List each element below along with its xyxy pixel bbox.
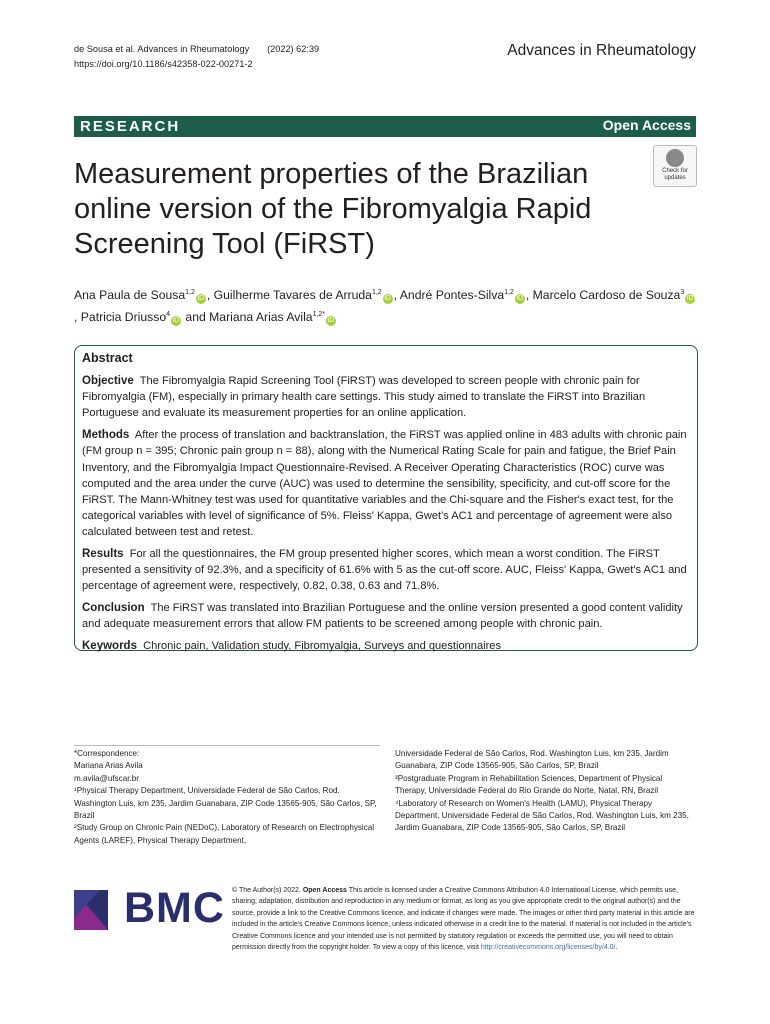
abstract-objective: [82, 373, 690, 422]
orcid-icon[interactable]: iD: [686, 295, 694, 302]
orcid-icon[interactable]: iD: [197, 295, 205, 302]
affiliation-4: ⁴Laboratory of Research on Women's Health (LAMU), Physical Therapy Department, Universidade Federal de São Carlos, Rod. Washington Luis, km 235, Jardim Guanabara, ZIP Code 13565-905, São Carlos, SP, Brazil: [395, 798, 689, 833]
correspondence-email[interactable]: m.avila@ufscar.br: [74, 773, 139, 783]
abstract-heading: Abstract: [82, 351, 133, 365]
author-name[interactable]: Marcelo Cardoso de Souza: [532, 288, 681, 302]
section-text: For all the questionnaires, the FM group presented higher scores, which mean a worst condition. The FiRST presented a sensitivity of 92.3%, and a specificity of 61.6% with 5 as the cut-off score. AUC, Fleiss' Kappa, Gwet's AC1 and percentage of agreement were, respectively, 0.82, 0.38, 0.63 and 71.8%.: [82, 548, 687, 593]
section-label: Results: [82, 548, 124, 561]
author-affiliation: 1,2: [504, 289, 514, 296]
article-type-bar: [74, 116, 696, 137]
copyright: © The Author(s) 2022.: [232, 887, 301, 894]
orcid-icon[interactable]: iD: [516, 295, 524, 302]
article-type-label: RESEARCH: [80, 118, 181, 135]
author-affiliation: 1,2: [371, 289, 382, 296]
doi-link[interactable]: https://doi.org/10.1186/s42358-022-00271-2: [74, 59, 253, 69]
running-header: [74, 42, 319, 72]
abstract-box: [74, 345, 698, 651]
license-text: [232, 885, 698, 953]
header-year-volume: (2022) 62:39: [267, 44, 320, 54]
affiliation-2: ²Study Group on Chronic Pain (NEDoC), Laboratory of Research on Electrophysical Agents (LAREF), Physical Therapy Department,: [74, 823, 375, 845]
author-name[interactable]: André Pontes-Silva: [399, 288, 505, 302]
check-for-updates-label: Check for updates: [662, 168, 688, 181]
author-list: Ana Paula de Sousa$^{1,2}$iD , Guilherme Tavares de Arruda$^{1,2}$iD , André Pontes-Silva$^{1,2}$iD , Marcelo Cardoso de Souza$^3$iD, Patricia Driusso$^4$iD and Mariana Arias Avila$^{1,2*}$iD: [74, 288, 694, 324]
correspondence-label: *Correspondence:: [74, 749, 140, 758]
license-end: .: [615, 944, 618, 952]
check-for-updates-button[interactable]: [653, 145, 697, 187]
abstract-methods: [82, 427, 690, 540]
abstract-results: [82, 546, 690, 595]
author-name[interactable]: Ana Paula de Sousa: [74, 288, 186, 302]
open-access-label: Open Access: [602, 117, 691, 133]
section-label: Keywords: [82, 640, 137, 653]
license-body: This article is licensed under a Creative Commons Attribution 4.0 International License, which permits use, sharing, adaptation, distribution and reproduction in any medium or format, as long as you give appropriate credit to the original author(s) and the source, provide a link to the Creative Commons licence, and indicate if changes were made. The images or other third party material in this article are included in the article's Creative Commons licence, unless indicated otherwise in a credit line to the material. If material is not included in the article's Creative Commons licence and your intended use is not permitted by statutory regulation or exceeds the permitted use, you will need to obtain permission directly from the copyright holder. To view a copy of this licence, visit: [232, 887, 695, 952]
correspondence-name: Mariana Arias Avila: [74, 761, 143, 771]
header-citation: de Sousa et al. Advances in Rheumatology: [74, 44, 250, 54]
abstract-keywords: [82, 638, 690, 654]
section-label: Objective: [82, 375, 134, 387]
footnotes-left: [74, 748, 384, 847]
footnotes-right: [395, 748, 695, 835]
orcid-icon[interactable]: iD: [172, 317, 180, 324]
author-name[interactable]: Patricia Driusso: [80, 310, 167, 324]
abstract-body: [82, 373, 690, 660]
license-link[interactable]: http://creativecommons.org/licenses/by/4.0/: [480, 944, 616, 952]
affiliation-1: ¹Physical Therapy Department, Universidade Federal de São Carlos, Rod. Washington Luis, km 235, Jardim Guanabara, ZIP Code 13565-905, São Carlos, SP, Brazil: [74, 786, 377, 821]
journal-name: Advances in Rheumatology: [507, 42, 696, 59]
abstract-conclusion: [82, 600, 690, 632]
author-affiliation: 3: [680, 289, 685, 296]
affiliation-3: ³Postgraduate Program in Rehabilitation Sciences, Department of Physical Therapy, Universidade Federal do Rio Grande do Norte, Natal, RN, Brazil: [395, 773, 663, 796]
section-text: The Fibromyalgia Rapid Screening Tool (FiRST) was developed to screen people with chronic pain for Fibromyalgia (FM), especially in primary health care settings. This study aimed to translate the FiRST into Brazilian Portuguese and evaluate its measurement properties for an online application.: [82, 375, 646, 420]
affiliation-2-cont: Universidade Federal de São Carlos, Rod. Washington Luis, km 235, Jardim Guanabara, ZIP Code 13565-905, São Carlos, SP, Brazil: [395, 749, 669, 771]
author-affiliation: 4: [166, 311, 171, 318]
orcid-icon[interactable]: iD: [384, 295, 391, 302]
section-label: Conclusion: [82, 602, 145, 615]
section-text: After the process of translation and backtranslation, the FiRST was applied online in 483 adults with chronic pain (FM group n = 395; Chronic pain group n = 88), along with the Numerical Rating Scale for pain and fatigue, the Brief Pain Inventory, and the Fibromyalgia Impact Questionnaire-Revised. A Receiver Operating Characteristics (ROC) curve was computed and the area under the curve (AUC) was used to determine the sensibility, specificity, and cut-off score for the FiRST. The Mann-Whitney test was used for quantitative variables and the Chi-square and the Fisher's exact test, for the categorical variables with level of significance of 5%. Fleiss' Kappa, Gwet's AC1 and percentage of agreement were also calculated between test and retest.: [82, 429, 687, 539]
footnote-divider: [74, 745, 380, 746]
open-access-note: Open Access: [302, 887, 347, 894]
orcid-icon[interactable]: iD: [327, 317, 335, 324]
author-name[interactable]: Mariana Arias Avila: [209, 310, 313, 324]
author-affiliation: 1,2: [185, 289, 195, 296]
article-title: Measurement properties of the Brazilian online version of the Fibromyalgia Rapid Screening Tool (FiRST): [74, 158, 592, 260]
section-text: Chronic pain, Validation study, Fibromyalgia, Surveys and questionnaires: [143, 640, 501, 653]
bmc-wordmark: BMC: [124, 884, 225, 932]
crossmark-icon: [666, 149, 684, 167]
author-affiliation: 1,2*: [312, 311, 326, 318]
section-text: The FiRST was translated into Brazilian Portuguese and the online version presented a good content validity and adequate measurement errors that allow FM patients to be screened among people with chronic pain.: [82, 602, 683, 631]
section-label: Methods: [82, 429, 130, 442]
author-name[interactable]: Guilherme Tavares de Arruda: [213, 288, 372, 302]
